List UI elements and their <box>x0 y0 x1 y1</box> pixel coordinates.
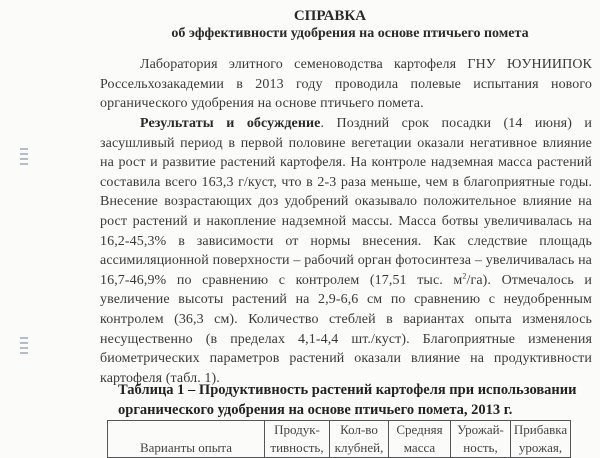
intro-paragraph <box>100 55 592 114</box>
results-text-part1: . Поздний срок посадки (14 июня) и засушливый период в первой половине вегетации оказали негативное влияние на рост и развитие растений картофеля. На контроле надземная масса растений составила всего 163,3 г/куст, что в 2-3 раза меньше, чем в благоприятные годы. Внесение возрастающих доз удобрений оказывало положительное влияние на рост растений и накопление надземной массы. Масса ботвы увеличивалась на 16,2-45,3% в зависимости от нормы внесения. Как следствие площадь ассимиляционной поверхности – рабочий орган фотосинтеза – увеличивалась на 16,7-46,9% по сравнению с контролем (17,51 тыс. м <box>100 116 592 288</box>
header-productivity-l2: тивность, <box>270 440 324 455</box>
header-tuber-count-l1: Кол-во <box>340 422 378 437</box>
header-productivity-l1: Продук- <box>274 422 320 437</box>
header-avg-mass-l2: масса <box>403 440 436 455</box>
header-yield-increase-l2: урожая, <box>518 440 563 455</box>
document-subtitle: об эффективности удобрения на основе птичьего помета <box>171 26 529 41</box>
header-tuber-count <box>330 421 389 458</box>
superscript-2: 2 <box>462 271 467 281</box>
header-yield-increase-l1: Прибавка <box>513 422 568 437</box>
margin-marks-bottom <box>20 337 28 357</box>
table-caption <box>118 380 598 420</box>
header-yield <box>451 421 511 458</box>
results-heading: Результаты и обсуждение <box>140 116 321 131</box>
table-caption-line2: органического удобрения на основе птичьего помета, 2013 г. <box>118 402 513 418</box>
margin-marks-top <box>20 148 28 168</box>
productivity-table <box>107 420 571 458</box>
header-yield-increase <box>511 421 571 458</box>
header-avg-mass <box>389 421 451 458</box>
header-tuber-count-l2: клубней, <box>334 440 384 455</box>
header-avg-mass-l1: Средняя <box>396 422 443 437</box>
table-caption-line1: Таблица 1 – Продуктивность растений картофеля при использовании <box>118 382 577 398</box>
document-title: СПРАВКА <box>293 8 367 24</box>
results-text-part2: /га). Отмечалось и увеличение высоты растений на 2,9-6,6 см по сравнению с неудобренным контролем (36,3 см). Количество стеблей в вариантах опыта изменялось несущественно (в пределах 4,1-4,4 шт./куст). Благоприятные изменения биометрических параметров растений оказали влияние на продуктивности картофеля (табл. 1). <box>100 272 592 386</box>
header-variants-label: Варианты опыта <box>139 440 233 455</box>
header-yield-l1: Урожай- <box>457 422 504 437</box>
results-paragraph <box>100 114 592 388</box>
table-header-row <box>108 421 571 458</box>
header-productivity <box>265 421 330 458</box>
header-yield-l2: ность, <box>463 440 498 455</box>
header-variants <box>108 421 265 458</box>
intro-text: Лаборатория элитного семеноводства картофеля ГНУ ЮУНИИПОК Россельхозакадемии в 2013 году проводила полевые испытания нового органического удобрения на основе птичьего помета. <box>100 57 592 112</box>
